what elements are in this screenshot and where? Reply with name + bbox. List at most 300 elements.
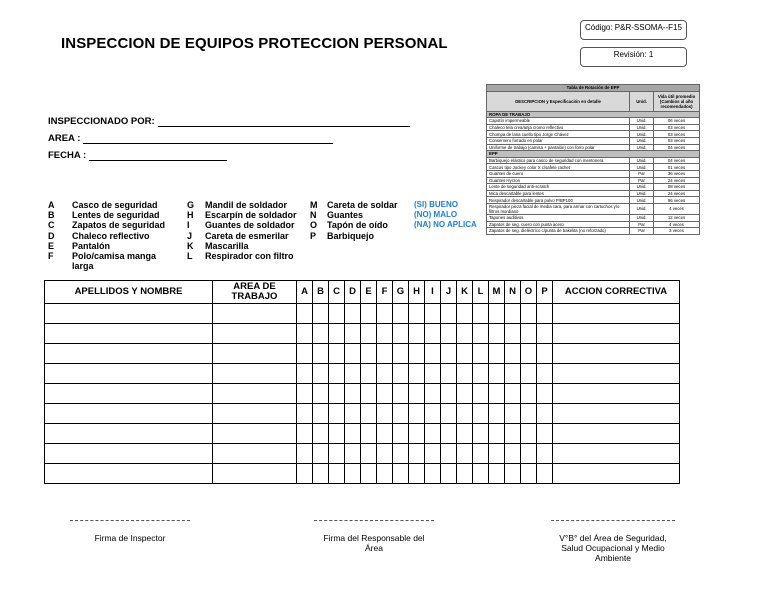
epp-row	[487, 190, 700, 197]
check-cell[interactable]	[345, 324, 361, 344]
work-area-cell[interactable]	[213, 404, 297, 424]
legend-key: P	[310, 230, 317, 241]
header-letter: M	[489, 281, 505, 304]
work-area-cell[interactable]	[213, 424, 297, 444]
signature-line[interactable]	[314, 520, 434, 521]
header-corrective-action: ACCION CORRECTIVA	[553, 281, 680, 304]
check-cell[interactable]	[537, 404, 553, 424]
legend-label: Guantes de soldador	[205, 220, 295, 231]
epp-row	[487, 118, 700, 125]
check-cell[interactable]	[361, 384, 377, 404]
check-cell[interactable]	[409, 444, 425, 464]
header-work-area: AREA DE TRABAJO	[213, 281, 297, 304]
legend-key: G	[187, 200, 195, 210]
check-cell[interactable]	[345, 444, 361, 464]
check-cell[interactable]	[409, 344, 425, 364]
header-letter: K	[457, 281, 473, 304]
check-cell[interactable]	[505, 384, 521, 404]
legend-label: Careta de soldar	[327, 200, 398, 210]
legend-key: N	[310, 210, 317, 221]
corrective-action-cell[interactable]	[553, 324, 680, 344]
check-cell[interactable]	[345, 424, 361, 444]
epp-row	[487, 131, 700, 138]
legend-key: A	[48, 200, 55, 210]
check-cell[interactable]	[297, 444, 313, 464]
check-cell[interactable]	[457, 384, 473, 404]
header-letter: L	[473, 281, 489, 304]
epp-row	[487, 164, 700, 171]
check-cell[interactable]	[297, 344, 313, 364]
epp-life: 04 veces	[654, 157, 700, 164]
check-cell[interactable]	[329, 424, 345, 444]
epp-row	[487, 221, 700, 228]
corrective-action-cell[interactable]	[553, 304, 680, 324]
check-cell[interactable]	[345, 364, 361, 384]
signature-line[interactable]	[70, 520, 190, 521]
check-cell[interactable]	[393, 404, 409, 424]
epp-header-lifespan: Vida útil promedio (Cambios al año recomendados)	[654, 91, 700, 111]
check-cell[interactable]	[313, 384, 329, 404]
check-cell[interactable]	[361, 344, 377, 364]
corrective-action-cell[interactable]	[553, 384, 680, 404]
check-cell[interactable]	[377, 404, 393, 424]
epp-row	[487, 197, 700, 204]
check-cell[interactable]	[313, 444, 329, 464]
check-cell[interactable]	[425, 344, 441, 364]
name-cell[interactable]	[45, 464, 213, 484]
check-cell[interactable]	[425, 364, 441, 384]
epp-desc: Respirador pieza facial de media cara, para armar con cartuchos y/o filtros mordiano	[487, 203, 630, 214]
legend-item	[310, 200, 398, 210]
check-cell[interactable]	[425, 384, 441, 404]
legend-label: Careta de esmerilar	[205, 230, 289, 241]
check-cell[interactable]	[313, 324, 329, 344]
check-cell[interactable]	[473, 364, 489, 384]
check-cell[interactable]	[425, 444, 441, 464]
check-cell[interactable]	[521, 464, 537, 484]
check-cell[interactable]	[377, 304, 393, 324]
check-cell[interactable]	[521, 404, 537, 424]
work-area-cell[interactable]	[213, 464, 297, 484]
check-cell[interactable]	[473, 404, 489, 424]
check-cell[interactable]	[473, 444, 489, 464]
epp-unit: Par	[630, 177, 654, 184]
check-cell[interactable]	[537, 464, 553, 484]
check-cell[interactable]	[505, 324, 521, 344]
check-cell[interactable]	[409, 404, 425, 424]
check-cell[interactable]	[489, 344, 505, 364]
legend-item	[48, 220, 165, 230]
check-cell[interactable]	[537, 424, 553, 444]
check-cell[interactable]	[377, 324, 393, 344]
check-cell[interactable]	[313, 464, 329, 484]
corrective-action-cell[interactable]	[553, 364, 680, 384]
check-cell[interactable]	[441, 384, 457, 404]
check-cell[interactable]	[473, 424, 489, 444]
check-cell[interactable]	[313, 424, 329, 444]
inspection-row	[45, 384, 680, 404]
inspection-row	[45, 424, 680, 444]
epp-desc: Guantes de cuero	[487, 170, 630, 177]
check-cell[interactable]	[297, 404, 313, 424]
check-cell[interactable]	[441, 444, 457, 464]
legend-item	[310, 231, 398, 241]
legend-key: D	[48, 230, 55, 241]
name-cell[interactable]	[45, 384, 213, 404]
legend-item	[187, 210, 297, 220]
check-cell[interactable]	[329, 304, 345, 324]
epp-desc: Lente de seguridad anti-scratch	[487, 184, 630, 191]
check-cell[interactable]	[521, 444, 537, 464]
header-letter: O	[521, 281, 537, 304]
check-cell[interactable]	[537, 304, 553, 324]
check-cell[interactable]	[329, 384, 345, 404]
epp-life: 24 veces	[654, 177, 700, 184]
check-cell[interactable]	[537, 324, 553, 344]
check-cell[interactable]	[489, 304, 505, 324]
epp-unit: Unid.	[630, 190, 654, 197]
epp-unit: Par	[630, 170, 654, 177]
inspected-by-line[interactable]	[158, 117, 410, 127]
epp-life: 03 veces	[654, 131, 700, 138]
header-letter: H	[409, 281, 425, 304]
epp-unit: Unid.	[630, 164, 654, 171]
check-cell[interactable]	[361, 444, 377, 464]
epp-desc: Uniforme de trabajo (camisa + pantalón) con forro polar	[487, 144, 630, 151]
epp-section-title: EPP	[487, 151, 700, 158]
check-cell[interactable]	[521, 304, 537, 324]
check-cell[interactable]	[345, 404, 361, 424]
legend-item	[187, 231, 297, 241]
check-cell[interactable]	[393, 304, 409, 324]
status-bad: (NO) MALO	[414, 210, 458, 219]
check-cell[interactable]	[457, 444, 473, 464]
epp-unit: Unid.	[630, 197, 654, 204]
epp-unit: Unid.	[630, 184, 654, 191]
legend-item	[310, 220, 398, 230]
work-area-cell[interactable]	[213, 324, 297, 344]
check-cell[interactable]	[473, 384, 489, 404]
check-cell[interactable]	[489, 404, 505, 424]
legend-item	[48, 231, 165, 241]
work-area-cell[interactable]	[213, 444, 297, 464]
epp-row	[487, 144, 700, 151]
epp-desc: Conservero forrado en polar	[487, 137, 630, 144]
epp-desc: Zapatos de seg. dieléctrico c/punta de bakelita (no reforzado)	[487, 228, 630, 235]
check-cell[interactable]	[409, 304, 425, 324]
check-cell[interactable]	[489, 364, 505, 384]
header-letter: G	[393, 281, 409, 304]
status-legend	[414, 200, 477, 230]
epp-desc: Barbiquejo elástico para casco de seguridad con mentonera	[487, 157, 630, 164]
check-cell[interactable]	[425, 304, 441, 324]
check-cell[interactable]	[393, 444, 409, 464]
check-cell[interactable]	[361, 364, 377, 384]
check-cell[interactable]	[393, 324, 409, 344]
signature-line[interactable]	[551, 520, 675, 521]
check-cell[interactable]	[457, 464, 473, 484]
check-cell[interactable]	[441, 364, 457, 384]
epp-unit: Par	[630, 221, 654, 228]
check-cell[interactable]	[457, 424, 473, 444]
inspection-row	[45, 304, 680, 324]
check-cell[interactable]	[473, 464, 489, 484]
epp-header-description: DESCRIPCION y Especificación en detalle	[487, 91, 630, 111]
legend-item	[187, 220, 297, 230]
check-cell[interactable]	[457, 344, 473, 364]
epp-desc: Zapatos de seg. cuero con punta acero	[487, 221, 630, 228]
check-cell[interactable]	[537, 344, 553, 364]
check-cell[interactable]	[409, 464, 425, 484]
epp-unit: Unid.	[630, 124, 654, 131]
document-code-box: Código: P&R-SSOMA--F15	[580, 20, 687, 40]
epp-life: 01 veces	[654, 164, 700, 171]
check-cell[interactable]	[505, 364, 521, 384]
check-cell[interactable]	[537, 384, 553, 404]
check-cell[interactable]	[521, 344, 537, 364]
check-cell[interactable]	[505, 304, 521, 324]
epp-unit: Unid.	[630, 214, 654, 221]
check-cell[interactable]	[377, 364, 393, 384]
status-good: (SI) BUENO	[414, 200, 458, 209]
work-area-cell[interactable]	[213, 304, 297, 324]
legend-label: Tapón de oído	[327, 220, 388, 231]
check-cell[interactable]	[505, 444, 521, 464]
check-cell[interactable]	[409, 384, 425, 404]
epp-life: 3 veces	[654, 228, 700, 235]
check-cell[interactable]	[537, 444, 553, 464]
check-cell[interactable]	[425, 324, 441, 344]
epp-desc: Chompa de lana cuello tipo Jorge Chávez	[487, 131, 630, 138]
check-cell[interactable]	[425, 404, 441, 424]
check-cell[interactable]	[521, 384, 537, 404]
corrective-action-cell[interactable]	[553, 444, 680, 464]
work-area-cell[interactable]	[213, 344, 297, 364]
check-cell[interactable]	[457, 404, 473, 424]
epp-life: 03 veces	[654, 137, 700, 144]
check-cell[interactable]	[297, 424, 313, 444]
page-title: INSPECCION DE EQUIPOS PROTECCION PERSONAL	[61, 35, 448, 52]
check-cell[interactable]	[441, 344, 457, 364]
check-cell[interactable]	[441, 324, 457, 344]
inspection-row	[45, 404, 680, 424]
epp-row	[487, 124, 700, 131]
epp-unit: Unid.	[630, 137, 654, 144]
check-cell[interactable]	[377, 344, 393, 364]
corrective-action-cell[interactable]	[553, 464, 680, 484]
area-responsible-signature	[314, 520, 434, 553]
epp-row	[487, 177, 700, 184]
epp-desc: Chaleco tela crea/anja cromo reflectivo	[487, 124, 630, 131]
check-cell[interactable]	[297, 304, 313, 324]
check-cell[interactable]	[521, 424, 537, 444]
inspection-row	[45, 464, 680, 484]
check-cell[interactable]	[377, 464, 393, 484]
epp-desc: Respirador descartable para polvo P/BP100	[487, 197, 630, 204]
epp-desc: Tapones auditivos	[487, 214, 630, 221]
check-cell[interactable]	[473, 304, 489, 324]
inspector-signature-label: Firma de Inspector	[94, 533, 166, 543]
date-label: FECHA :	[48, 150, 87, 161]
name-cell[interactable]	[45, 424, 213, 444]
check-cell[interactable]	[297, 384, 313, 404]
corrective-action-cell[interactable]	[553, 344, 680, 364]
legend-key: E	[48, 240, 55, 251]
name-cell[interactable]	[45, 404, 213, 424]
check-cell[interactable]	[441, 464, 457, 484]
epp-life: 08 veces	[654, 184, 700, 191]
legend-label: Chaleco reflectivo	[72, 230, 150, 241]
date-line[interactable]	[89, 151, 227, 161]
work-area-cell[interactable]	[213, 384, 297, 404]
name-cell[interactable]	[45, 304, 213, 324]
check-cell[interactable]	[345, 464, 361, 484]
check-cell[interactable]	[393, 424, 409, 444]
check-cell[interactable]	[345, 384, 361, 404]
legend-key: H	[187, 210, 194, 221]
check-cell[interactable]	[457, 324, 473, 344]
epp-header-unit: Unid.	[630, 91, 654, 111]
check-cell[interactable]	[345, 344, 361, 364]
inspected-by-field[interactable]	[48, 116, 410, 127]
epp-life: 4 veces	[654, 221, 700, 228]
check-cell[interactable]	[521, 324, 537, 344]
check-cell[interactable]	[521, 364, 537, 384]
legend-label: Escarpín de soldador	[205, 210, 297, 221]
check-cell[interactable]	[441, 404, 457, 424]
epp-life: 24 veces	[654, 190, 700, 197]
check-cell[interactable]	[297, 464, 313, 484]
work-area-cell[interactable]	[213, 364, 297, 384]
inspection-row	[45, 344, 680, 364]
check-cell[interactable]	[393, 364, 409, 384]
inspection-row	[45, 364, 680, 384]
name-cell[interactable]	[45, 444, 213, 464]
date-field[interactable]	[48, 150, 227, 161]
check-cell[interactable]	[377, 444, 393, 464]
check-cell[interactable]	[425, 464, 441, 484]
area-responsible-signature-label: Firma del Responsable del Área	[323, 533, 425, 553]
check-cell[interactable]	[505, 464, 521, 484]
epp-row	[487, 184, 700, 191]
epp-unit: Unid.	[630, 131, 654, 138]
check-cell[interactable]	[441, 304, 457, 324]
check-cell[interactable]	[329, 344, 345, 364]
check-cell[interactable]	[345, 304, 361, 324]
legend-label: Mascarilla	[205, 240, 249, 251]
check-cell[interactable]	[313, 364, 329, 384]
check-cell[interactable]	[313, 404, 329, 424]
check-cell[interactable]	[377, 424, 393, 444]
check-cell[interactable]	[329, 364, 345, 384]
check-cell[interactable]	[505, 344, 521, 364]
check-cell[interactable]	[425, 424, 441, 444]
check-cell[interactable]	[505, 404, 521, 424]
header-letter: B	[313, 281, 329, 304]
epp-rotation-table	[486, 84, 700, 235]
header-letter: N	[505, 281, 521, 304]
check-cell[interactable]	[393, 344, 409, 364]
legend-column-3	[310, 200, 398, 241]
check-cell[interactable]	[473, 324, 489, 344]
check-cell[interactable]	[409, 364, 425, 384]
check-cell[interactable]	[441, 424, 457, 444]
check-cell[interactable]	[377, 384, 393, 404]
area-line[interactable]	[83, 134, 333, 144]
check-cell[interactable]	[489, 324, 505, 344]
name-cell[interactable]	[45, 324, 213, 344]
check-cell[interactable]	[473, 344, 489, 364]
check-cell[interactable]	[489, 444, 505, 464]
corrective-action-cell[interactable]	[553, 424, 680, 444]
name-cell[interactable]	[45, 344, 213, 364]
epp-unit: Unid.	[630, 144, 654, 151]
epp-desc: Mica descartable para lentes	[487, 190, 630, 197]
epp-unit: Par	[630, 228, 654, 235]
epp-row	[487, 137, 700, 144]
check-cell[interactable]	[489, 384, 505, 404]
check-cell[interactable]	[297, 324, 313, 344]
header-letter: F	[377, 281, 393, 304]
area-field[interactable]	[48, 133, 333, 144]
header-letter: I	[425, 281, 441, 304]
inspection-row	[45, 324, 680, 344]
legend-key: O	[310, 220, 318, 231]
epp-table-title: Tabla de Rotación de EPP	[487, 85, 700, 92]
check-cell[interactable]	[329, 444, 345, 464]
check-cell[interactable]	[409, 324, 425, 344]
check-cell[interactable]	[393, 464, 409, 484]
legend-label: Respirador con filtro	[205, 251, 294, 262]
check-cell[interactable]	[361, 324, 377, 344]
epp-row	[487, 203, 700, 214]
epp-row	[487, 214, 700, 221]
check-cell[interactable]	[457, 364, 473, 384]
check-cell[interactable]	[489, 424, 505, 444]
header-letter: D	[345, 281, 361, 304]
check-cell[interactable]	[313, 304, 329, 324]
check-cell[interactable]	[361, 424, 377, 444]
epp-life: 04 veces	[654, 144, 700, 151]
check-cell[interactable]	[409, 424, 425, 444]
name-cell[interactable]	[45, 364, 213, 384]
check-cell[interactable]	[329, 324, 345, 344]
legend-item	[187, 251, 297, 261]
epp-desc: Cascos tipo Jockey color X c/safete rachet	[487, 164, 630, 171]
epp-row	[487, 228, 700, 235]
check-cell[interactable]	[297, 364, 313, 384]
legend-column-1	[48, 200, 165, 271]
check-cell[interactable]	[489, 464, 505, 484]
epp-row	[487, 157, 700, 164]
legend-key: F	[48, 251, 54, 262]
corrective-action-cell[interactable]	[553, 404, 680, 424]
check-cell[interactable]	[457, 304, 473, 324]
check-cell[interactable]	[361, 304, 377, 324]
legend-key: I	[187, 220, 190, 231]
check-cell[interactable]	[361, 464, 377, 484]
header-letter: J	[441, 281, 457, 304]
legend-item	[48, 200, 165, 210]
check-cell[interactable]	[329, 404, 345, 424]
check-cell[interactable]	[537, 364, 553, 384]
check-cell[interactable]	[329, 464, 345, 484]
check-cell[interactable]	[361, 404, 377, 424]
check-cell[interactable]	[505, 424, 521, 444]
legend-label: Guantes	[327, 210, 364, 221]
check-cell[interactable]	[393, 384, 409, 404]
check-cell[interactable]	[313, 344, 329, 364]
